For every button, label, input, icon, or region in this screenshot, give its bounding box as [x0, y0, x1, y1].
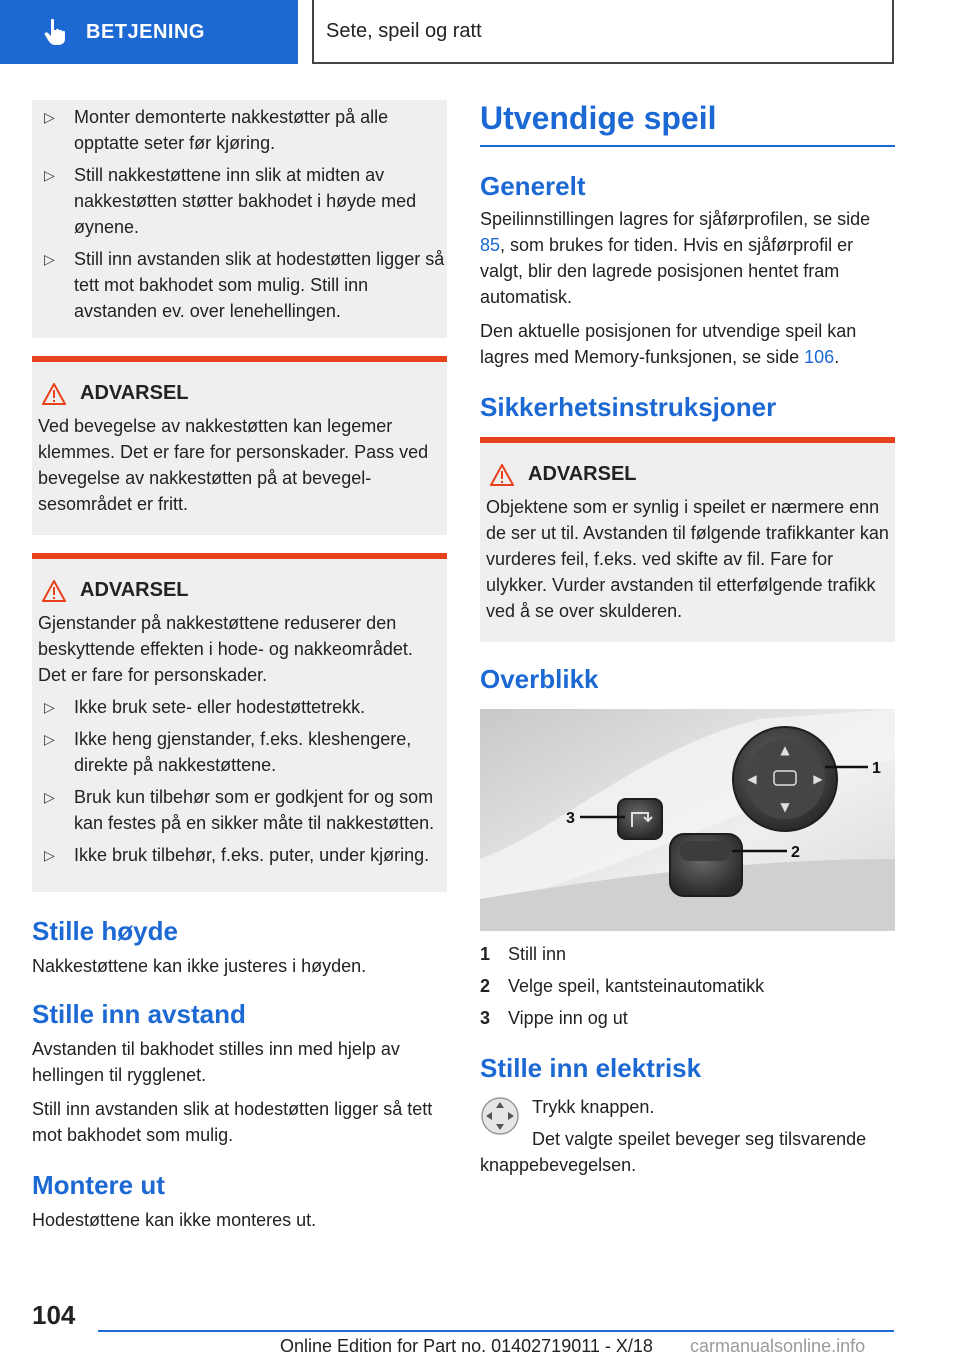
chapter-title-box: [312, 0, 894, 64]
section-label: BETJENING: [86, 20, 205, 43]
warning-title: ADVARSEL: [528, 463, 637, 485]
callout-1: 1: [872, 760, 881, 777]
triangle-bullet-icon: ▷: [44, 167, 55, 183]
mirror-controls-illustration: [480, 709, 895, 931]
text-stille-avstand-1: Avstanden til bakhodet stilles inn med hjelp av hellingen til rygglenet.: [32, 1039, 400, 1085]
heading-montere-ut: Montere ut: [32, 1170, 165, 1200]
section-tab: [0, 0, 298, 64]
callout-3: 3: [566, 810, 575, 827]
svg-text:◀: ◀: [747, 772, 757, 786]
warning-header: [486, 463, 889, 486]
warning-triangle-icon: [42, 580, 66, 602]
triangle-bullet-icon: ▷: [44, 251, 55, 267]
legend-item: 3 Vippe inn og ut: [480, 1008, 628, 1028]
bullet-box-top: [32, 100, 447, 338]
bullet-list-top: [32, 104, 447, 324]
elektrisk-block: [480, 1094, 895, 1178]
warning-box-3: [480, 437, 895, 642]
watermark: carmanualsonline.info: [690, 1336, 866, 1356]
mirror-adjust-button-icon: [480, 1096, 520, 1136]
warning-text: Objektene som er synlig i speilet er nærmere enn de ser ut til. Avstanden til følgende trafikkanter kan vurderes feil, f.eks. ved skifte av fil. Fare for ulykker. Vurder avstanden til etterfølgende trafikk ved å se over skulderen.: [486, 497, 889, 621]
list-item: ▷ Ikke bruk sete- eller hodestøttetrekk.: [32, 694, 441, 720]
page-title: Utvendige speil: [480, 100, 895, 147]
heading-stille-avstand: Stille inn avstand: [32, 999, 246, 1029]
svg-text:▲: ▲: [780, 743, 790, 757]
text-generelt-1: Speilinnstillingen lagres for sjåførprofilen, se side 85, som brukes for tiden. Hvis en sjåførprofil er valgt, blir den lagrede posisjonen hentet fram automatisk.: [480, 209, 871, 307]
list-item: ▷ Ikke heng gjenstander, f.eks. kleshengere, direkte på nakkestøttene.: [32, 726, 441, 778]
warning-text: Gjenstander på nakkestøttene reduserer den beskyttende effekten i hode- og nakkeområdet. Det er fare for personskader.: [38, 613, 413, 685]
page-link-85[interactable]: 85: [480, 235, 501, 255]
left-column: [32, 100, 447, 1233]
warning-header: [38, 579, 441, 602]
heading-elektrisk: Stille inn elektrisk: [480, 1053, 702, 1083]
warning-bullet-list: [32, 694, 441, 868]
triangle-bullet-icon: ▷: [44, 699, 55, 715]
legend-item: 2 Velge speil, kantsteinautomatikk: [480, 976, 765, 996]
list-item: ▷ Still inn avstanden slik at hodestøtten ligger så tett mot bakhodet som mulig. Still inn avstanden ev. over lenehellingen.: [32, 246, 447, 324]
text-elektrisk-2: Det valgte speilet beveger seg tilsvarende knappebevegelsen.: [480, 1129, 867, 1175]
triangle-bullet-icon: ▷: [44, 109, 55, 125]
hand-pointer-icon: [40, 17, 70, 47]
warning-header: [38, 382, 441, 405]
triangle-bullet-icon: ▷: [44, 847, 55, 863]
warning-box-1: [32, 356, 447, 535]
triangle-bullet-icon: ▷: [44, 731, 55, 747]
callout-2: 2: [791, 844, 800, 861]
list-item: ▷ Ikke bruk tilbehør, f.eks. puter, under kjøring.: [32, 842, 441, 868]
triangle-bullet-icon: ▷: [44, 789, 55, 805]
warning-triangle-icon: [42, 383, 66, 405]
edition-text: Online Edition for Part no. 01402719011 - X/18: [280, 1336, 653, 1356]
text-stille-hoyde: Nakkestøttene kan ikke justeres i høyden.: [32, 956, 367, 976]
page-link-106[interactable]: 106: [804, 347, 835, 367]
fold-mirror-button: [618, 799, 662, 839]
legend-item: 1 Still inn: [480, 944, 567, 964]
chapter-title: Sete, speil og ratt: [326, 19, 482, 42]
warning-triangle-icon: [490, 464, 514, 486]
right-column: [480, 100, 895, 1178]
footer-divider: [98, 1330, 894, 1332]
list-item: ▷ Monter demonterte nakkestøtter på alle opptatte seter før kjøring.: [32, 104, 447, 156]
legend: [480, 941, 895, 1031]
text-stille-avstand-2: Still inn avstanden slik at hodestøtten ligger så tett mot bakhodet som mulig.: [32, 1099, 433, 1145]
page-number: 104: [32, 1300, 76, 1330]
heading-overblikk: Overblikk: [480, 664, 599, 694]
warning-title: ADVARSEL: [80, 382, 189, 404]
list-item: ▷ Bruk kun tilbehør som er godkjent for og som kan festes på en sikker måte til nakkestøtten.: [32, 784, 441, 836]
heading-stille-hoyde: Stille høyde: [32, 916, 178, 946]
heading-sikkerhet: Sikkerhetsinstruksjoner: [480, 392, 777, 422]
list-item: ▷ Still nakkestøttene inn slik at midten av nakkestøtten støtter bakhodet i høyde med øynene.: [32, 162, 447, 240]
warning-box-2: [32, 553, 447, 892]
warning-text: Ved bevegelse av nakkestøtten kan legemer klemmes. Det er fare for personskader. Pass ved bevegelse av nakkestøtten på at bevegelsesområdet er fritt.: [38, 416, 429, 514]
text-montere-ut: Hodestøttene kan ikke monteres ut.: [32, 1210, 317, 1230]
text-generelt-2: Den aktuelle posisjonen for utvendige speil kan lagres med Memory-funksjonen, se side 106.: [480, 321, 857, 367]
text-elektrisk-1: Trykk knappen.: [532, 1097, 655, 1117]
warning-title: ADVARSEL: [80, 579, 189, 601]
heading-generelt: Generelt: [480, 171, 586, 201]
svg-text:▼: ▼: [780, 800, 790, 814]
svg-text:▶: ▶: [813, 772, 823, 786]
